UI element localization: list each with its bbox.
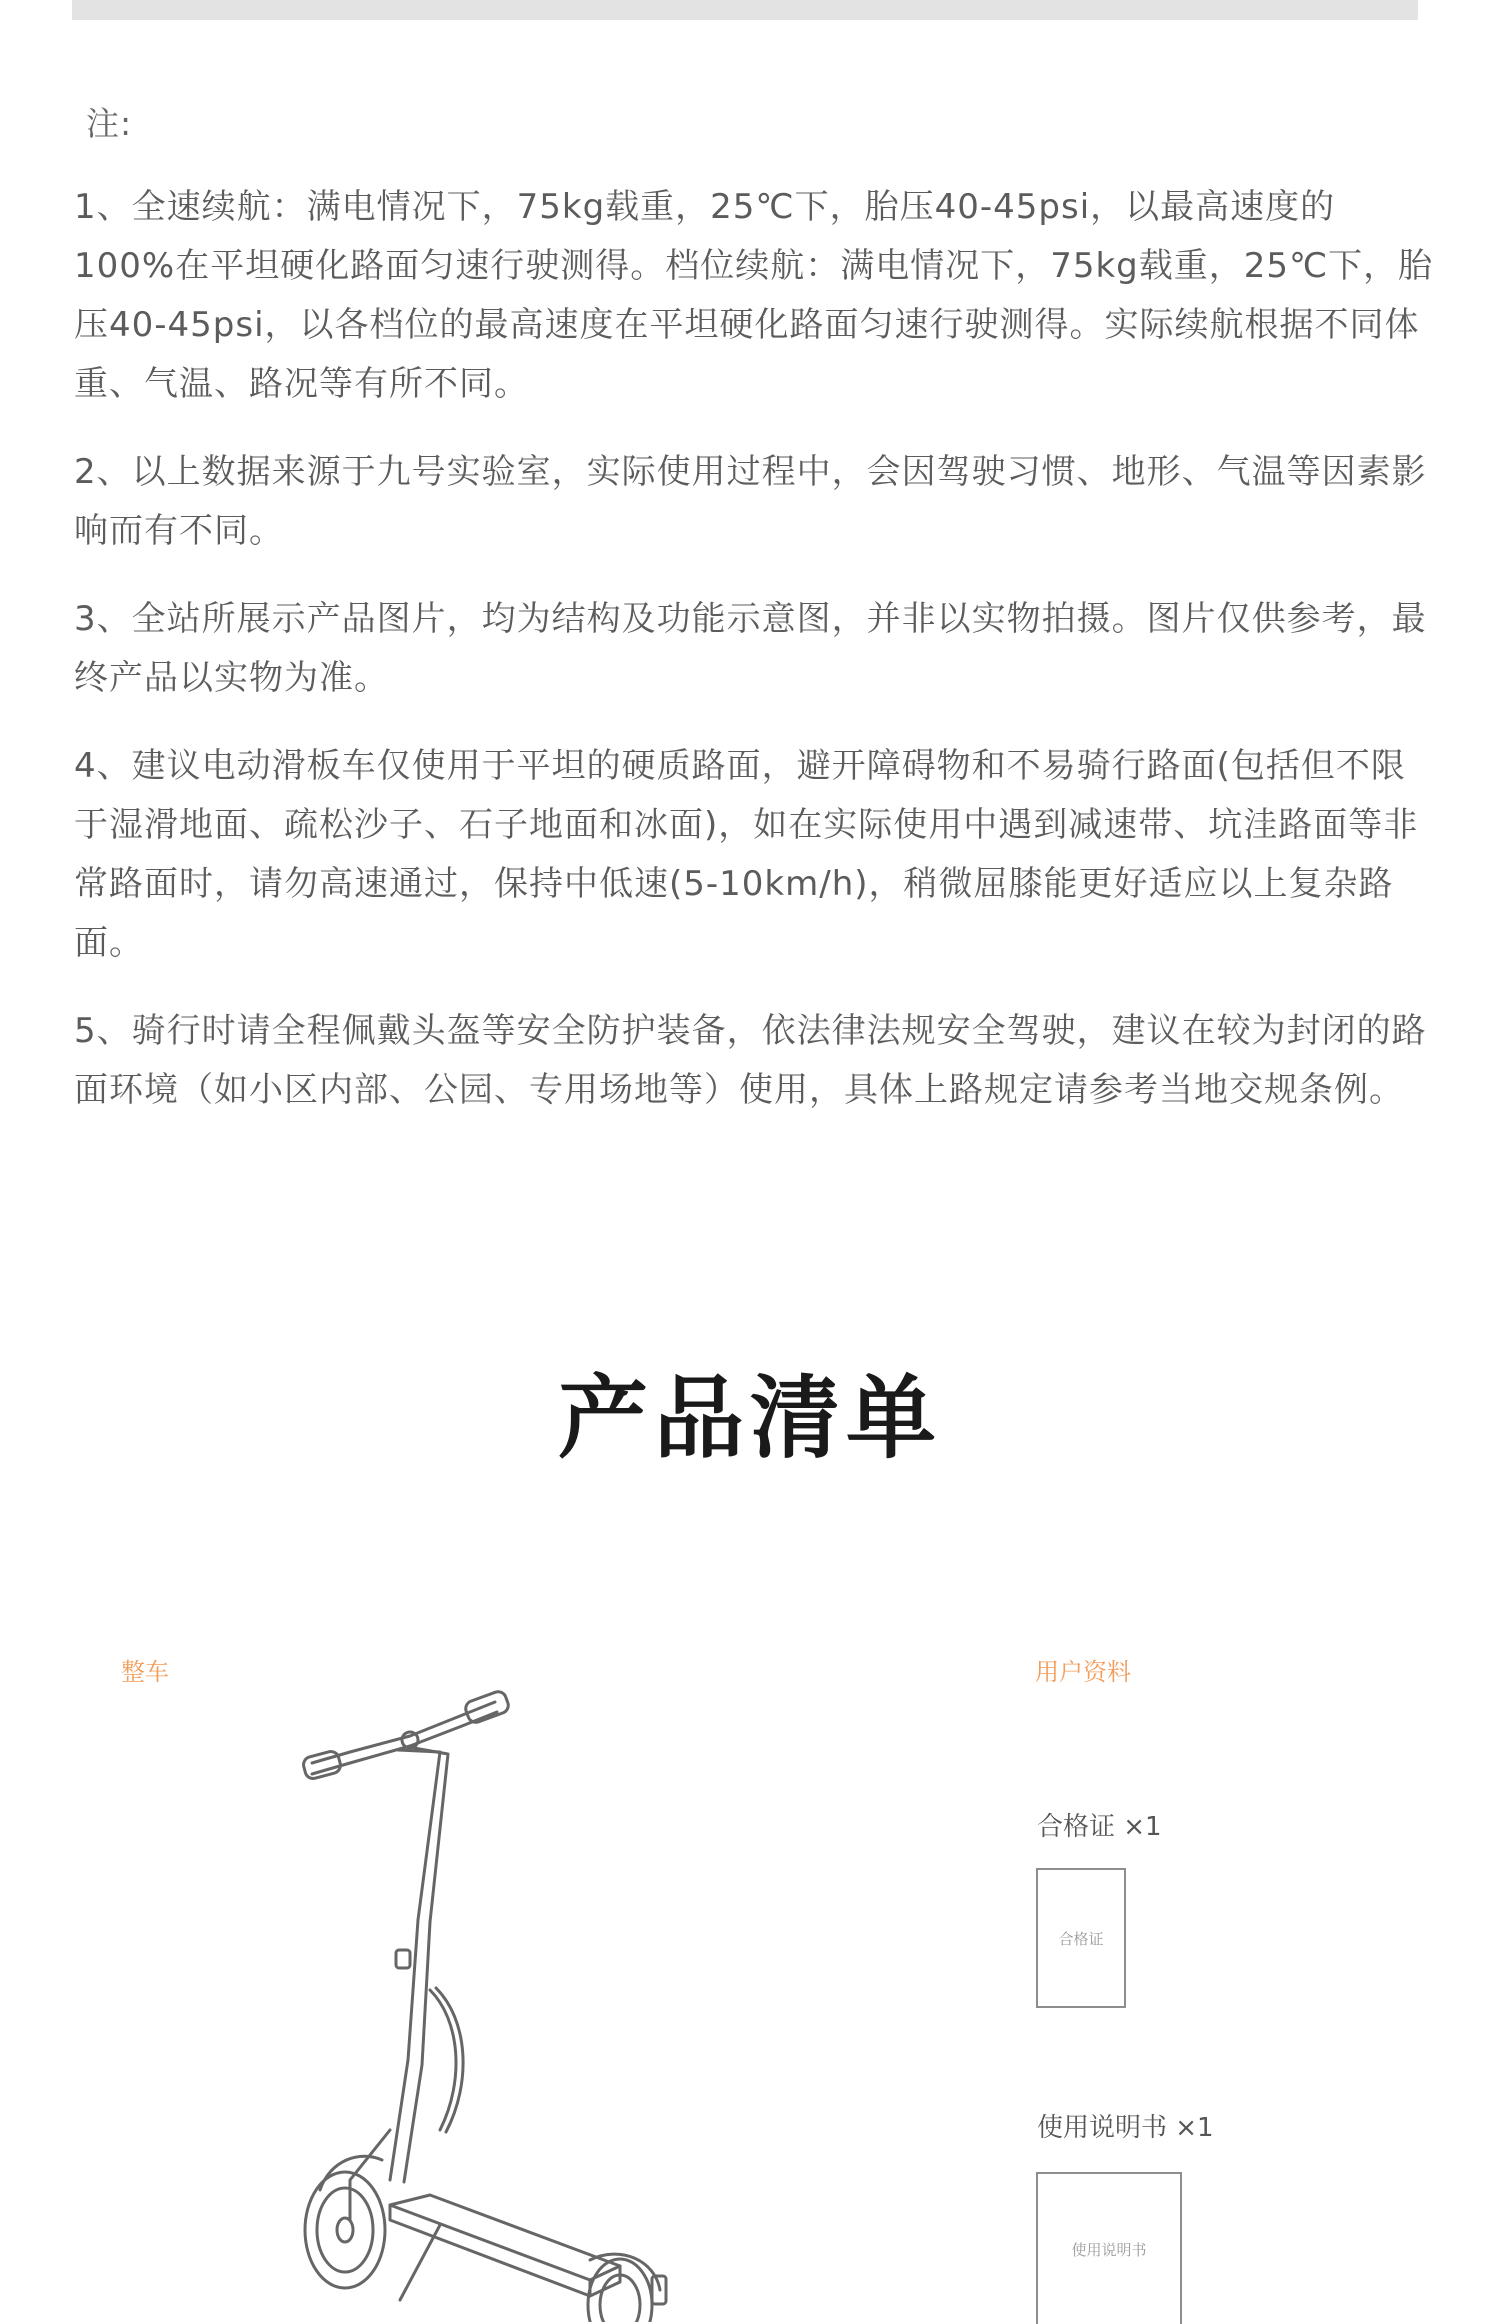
- note-item-4: 4、建议电动滑板车仅使用于平坦的硬质路面，避开障碍物和不易骑行路面(包括但不限于湿滑地面、疏松沙子、石子地面和冰面)，如在实际使用中遇到减速带、坑洼路面等非常路面时，请勿高速通过，保持中低速(5-10km/h)，稍微屈膝能更好适应以上复杂路面。: [74, 746, 1419, 963]
- note-item-5: 5、骑行时请全程佩戴头盔等安全防护装备，依法律法规安全驾驶，建议在较为封闭的路面环境（如小区内部、公园、专用场地等）使用，具体上路规定请参考当地交规条例。: [74, 1011, 1427, 1110]
- note-item-1: 1、全速续航：满电情况下，75kg载重，25℃下，胎压40-45psi，以最高速度的100%在平坦硬化路面匀速行驶测得。档位续航：满电情况下，75kg载重，25℃下，胎压40-45psi，以各档位的最高速度在平坦硬化路面匀速行驶测得。实际续航根据不同体重、气温、路况等有所不同。: [74, 187, 1434, 404]
- certificate-thumbnail: [1036, 1868, 1126, 2008]
- docs-category-label: 用户资料: [1035, 1658, 1131, 1686]
- certificate-label: 合格证 ×1: [1037, 1812, 1162, 1842]
- top-divider-bar: [72, 0, 1418, 20]
- manual-label: 使用说明书 ×1: [1037, 2113, 1214, 2143]
- vehicle-category-label: 整车: [121, 1658, 169, 1686]
- scooter-illustration: [290, 1660, 710, 2322]
- product-list-title: 产品清单: [558, 1366, 942, 1471]
- manual-thumb-text: 使用说明书: [1071, 2240, 1147, 2259]
- note-item-3: 3、全站所展示产品图片，均为结构及功能示意图，并非以实物拍摄。图片仅供参考，最终产品以实物为准。: [74, 599, 1427, 698]
- note-item-2: 2、以上数据来源于九号实验室，实际使用过程中，会因驾驶习惯、地形、气温等因素影响而有不同。: [74, 452, 1427, 551]
- notes-list: [74, 178, 1434, 1149]
- certificate-thumb-text: 合格证: [1058, 1929, 1104, 1948]
- manual-thumbnail: [1036, 2172, 1182, 2324]
- notes-heading: 注:: [86, 104, 133, 143]
